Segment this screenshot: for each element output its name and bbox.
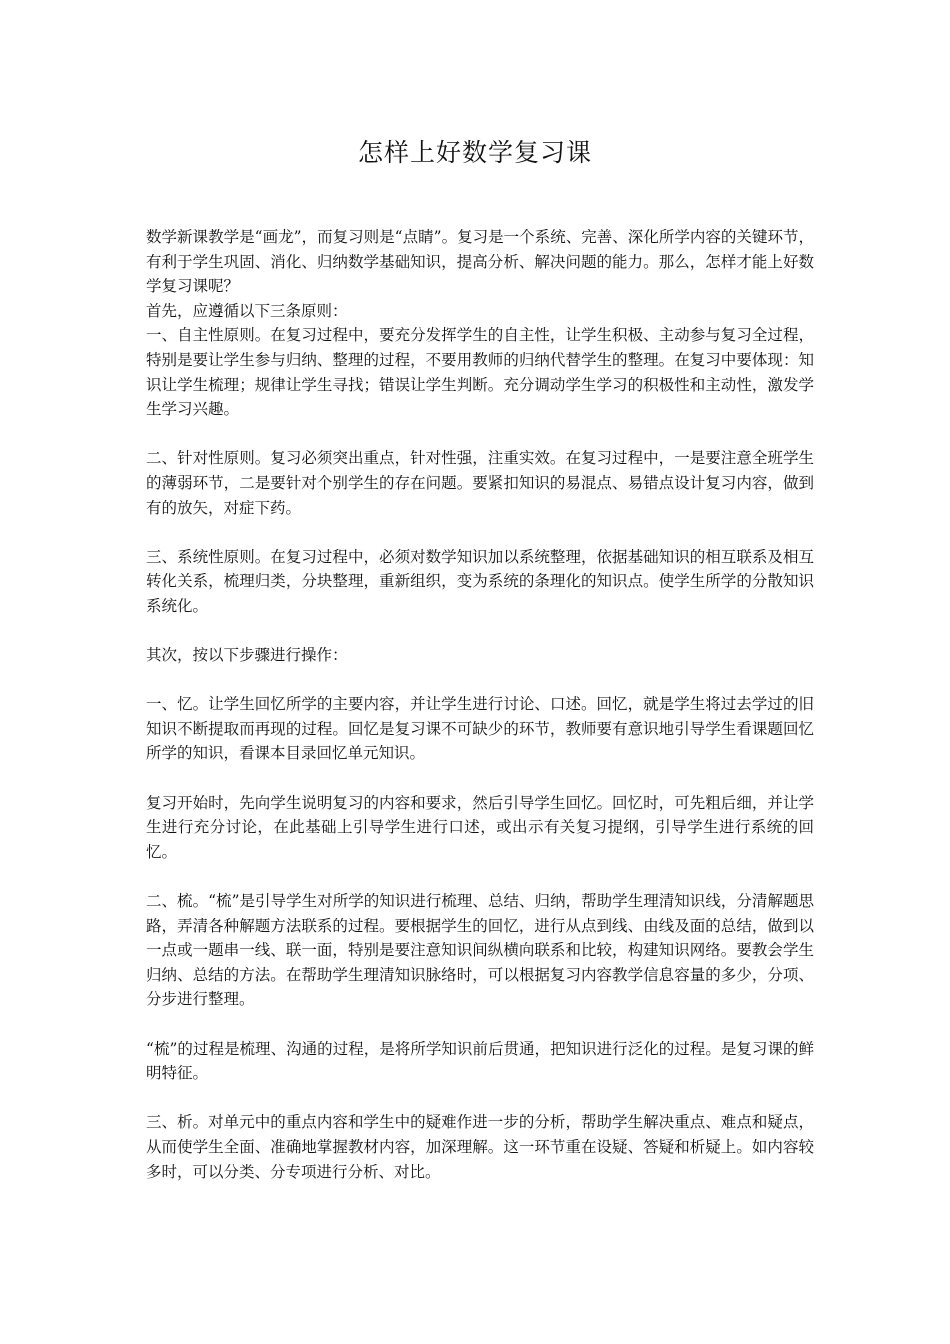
paragraph-spacer: [146, 422, 814, 447]
step-recall-detail: 复习开始时，先向学生说明复习的内容和要求，然后引导学生回忆。回忆时，可先粗后细，并让学生进行充分讨论，在此基础上引导学生进行口述，或出示有关复习提纲，引导学生进行系统的回忆。: [146, 793, 814, 861]
principle-systematic: 三、系统性原则。在复习过程中，必须对数学知识加以系统整理，依据基础知识的相互联系及相互转化关系，梳理归类，分块整理，重新组织，变为系统的条理化的知识点。使学生所学的分散知识系统化。: [146, 547, 814, 615]
step-organize-detail: “梳”的过程是梳理、沟通的过程，是将所学知识前后贯通，把知识进行泛化的过程。是复习课的鲜明特征。: [146, 1039, 814, 1083]
paragraph-spacer: [146, 864, 814, 889]
steps-heading: 其次，按以下步骤进行操作：: [146, 646, 348, 665]
principle-autonomy: 一、自主性原则。在复习过程中，要充分发挥学生的自主性，让学生积极、主动参与复习全过程，特别是要让学生参与归纳、整理的过程，不要用教师的归纳代替学生的整理。在复习中要体现：知识让学生梳理；规律让学生寻找；错误让学生判断。充分调动学生学习的积极性和主动性，激发学生学习兴趣。: [146, 326, 814, 419]
intro-paragraph: 数学新课教学是“画龙”，而复习则是“点睛”。复习是一个系统、完善、深化所学内容的关键环节，有利于学生巩固、消化、归纳数学基础知识，提高分析、解决问题的能力。那么，怎样才能上好数学复习课呢？: [146, 228, 814, 296]
document-body: [146, 225, 814, 1184]
document-title: 怎样上好数学复习课: [357, 138, 592, 167]
paragraph-spacer: [146, 1012, 814, 1037]
paragraph-spacer: [146, 1086, 814, 1111]
paragraph-spacer: [146, 619, 814, 644]
step-organize: 二、梳。“梳”是引导学生对所学的知识进行梳理、总结、归纳，帮助学生理清知识线，分清解题思路，弄清各种解题方法联系的过程。要根据学生的回忆，进行从点到线、由线及面的总结，做到以一点或一题串一线、联一面，特别是要注意知识间纵横向联系和比较，构建知识网络。要教会学生归纳、总结的方法。在帮助学生理清知识脉络时，可以根据复习内容教学信息容量的多少，分项、分步进行整理。: [146, 892, 814, 1009]
principles-heading: 首先，应遵循以下三条原则：: [146, 301, 348, 320]
paragraph-spacer: [146, 766, 814, 791]
paragraph-spacer: [146, 668, 814, 693]
paragraph-spacer: [146, 520, 814, 545]
step-recall: 一、忆。让学生回忆所学的主要内容，并让学生进行讨论、口述。回忆，就是学生将过去学过的旧知识不断提取而再现的过程。回忆是复习课不可缺少的环节，教师要有意识地引导学生看课题回忆所学的知识，看课本目录回忆单元知识。: [146, 695, 814, 763]
step-analyze: 三、析。对单元中的重点内容和学生中的疑难作进一步的分析，帮助学生解决重点、难点和疑点，从而使学生全面、准确地掌握教材内容，加深理解。这一环节重在设疑、答疑和析疑上。如内容较多时，可以分类、分专项进行分析、对比。: [146, 1113, 814, 1181]
principle-targeted: 二、针对性原则。复习必须突出重点，针对性强，注重实效。在复习过程中，一是要注意全班学生的薄弱环节，二是要针对个别学生的存在问题。要紧扣知识的易混点、易错点设计复习内容，做到有的放矢，对症下药。: [146, 449, 814, 517]
